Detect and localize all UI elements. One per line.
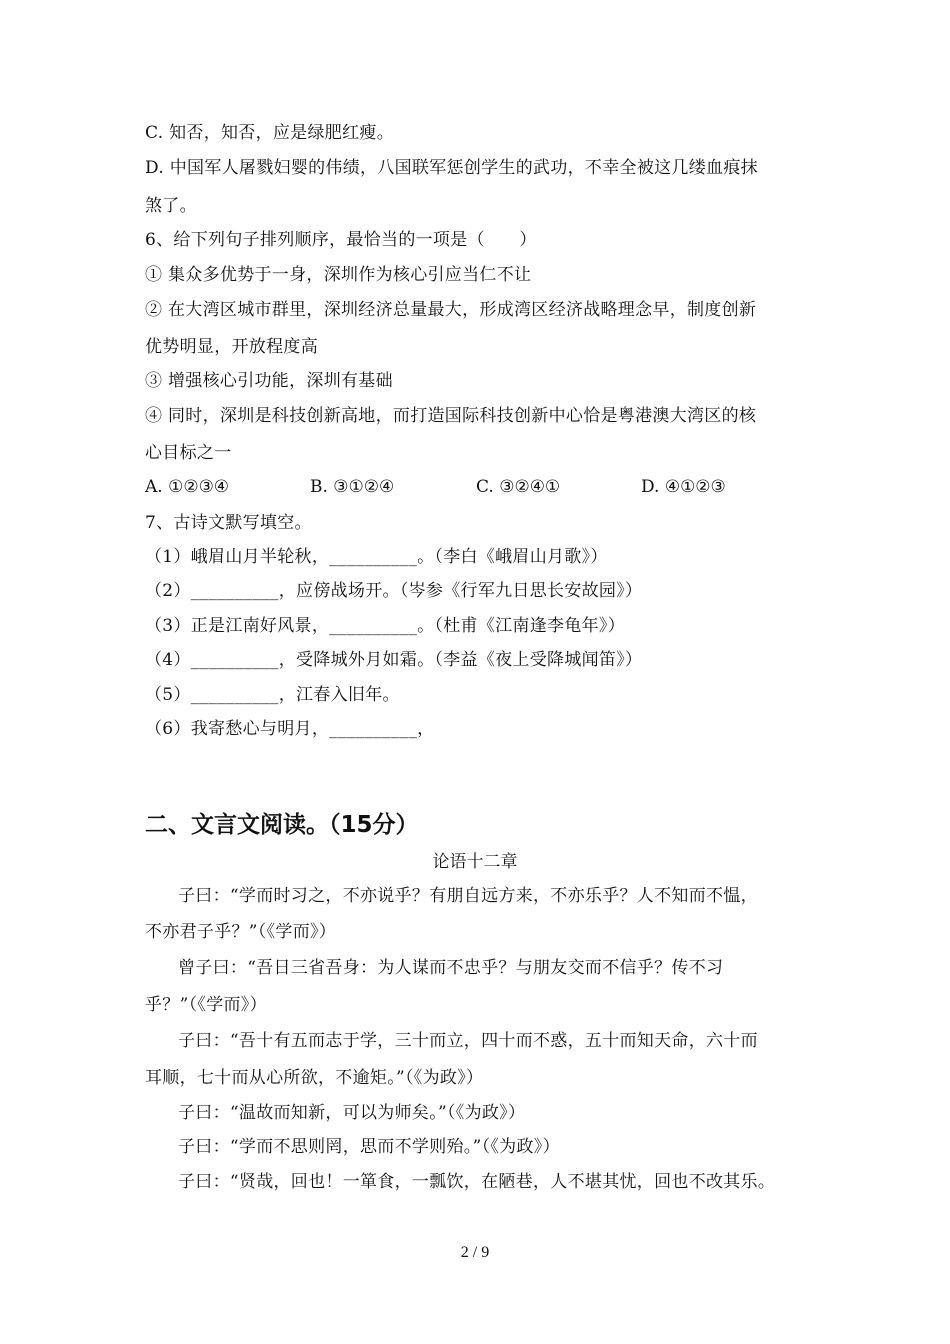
sentence-4-continuation: 心目标之一 <box>145 443 232 463</box>
paragraph-1: 子曰：“学而时习之，不亦说乎？有朋自远方来，不亦乐乎？人不知而不愠， <box>178 886 758 906</box>
paragraph-6: 子曰：“贤哉，回也！一箪食，一瓢饮，在陋巷，人不堪其忧，回也不改其乐。 <box>178 1172 776 1192</box>
paragraph-2: 曾子曰：“吾日三省吾身：为人谋而不忠乎？与朋友交而不信乎？传不习 <box>178 958 724 978</box>
poem-item-4: （4）__________，受降城外月如霜。（李益《夜上受降城闻笛》） <box>145 650 643 670</box>
sentence-2-continuation: 优势明显，开放程度高 <box>145 337 318 357</box>
poem-item-3: （3）正是江南好风景，__________。（杜甫《江南逢李龟年》） <box>145 616 626 636</box>
sentence-4: ④ 同时，深圳是科技创新高地，而打造国际科技创新中心恰是粤港澳大湾区的核 <box>145 406 757 426</box>
text-title: 论语十二章 <box>432 852 518 872</box>
answer-option-b: B. ③①②④ <box>310 477 395 497</box>
paragraph-1-continuation: 不亦君子乎？”（《学而》） <box>145 922 337 942</box>
answer-option-d: D. ④①②③ <box>641 477 726 497</box>
option-d-continuation: 煞了。 <box>145 196 197 216</box>
sentence-3: ③ 增强核心引功能，深圳有基础 <box>145 371 393 391</box>
poem-item-1: （1）峨眉山月半轮秋，__________。（李白《峨眉山月歌》） <box>145 547 608 567</box>
paragraph-5: 子曰：“学而不思则罔，思而不学则殆。”（《为政》） <box>178 1137 560 1157</box>
question-7-title: 7、古诗文默写填空。 <box>145 513 312 533</box>
section-2-heading: 二、文言文阅读。（15分） <box>145 812 419 838</box>
paragraph-4: 子曰：“温故而知新，可以为师矣。”（《为政》） <box>178 1103 526 1123</box>
paragraph-3-continuation: 耳顺，七十而从心所欲，不逾矩。”（《为政》） <box>145 1068 484 1088</box>
answer-option-c: C. ③②④① <box>476 477 561 497</box>
paragraph-3: 子曰：“吾十有五而志于学，三十而立，四十而不惑，五十而知天命，六十而 <box>178 1031 758 1051</box>
poem-item-6: （6）我寄愁心与明月，__________， <box>145 719 435 739</box>
option-c-text: C. 知否，知否，应是绿肥红瘦。 <box>145 123 395 143</box>
sentence-2: ② 在大湾区城市群里，深圳经济总量最大，形成湾区经济战略理念早，制度创新 <box>145 300 757 320</box>
paragraph-2-continuation: 乎？”（《学而》） <box>145 995 267 1015</box>
answer-option-a: A. ①②③④ <box>145 477 230 497</box>
poem-item-2: （2）__________，应傍战场开。（岑参《行军九日思长安故园》） <box>145 581 643 601</box>
option-d-text: D. 中国军人屠戮妇婴的伟绩，八国联军惩创学生的武功，不幸全被这几缕血痕抹 <box>145 158 758 178</box>
page-number: 2 / 9 <box>460 1244 490 1261</box>
poem-item-5: （5）__________，江春入旧年。 <box>145 685 400 705</box>
sentence-1: ① 集众多优势于一身，深圳作为核心引应当仁不让 <box>145 265 532 285</box>
question-6-title: 6、给下列句子排列顺序，最恰当的一项是（ ） <box>145 230 537 250</box>
